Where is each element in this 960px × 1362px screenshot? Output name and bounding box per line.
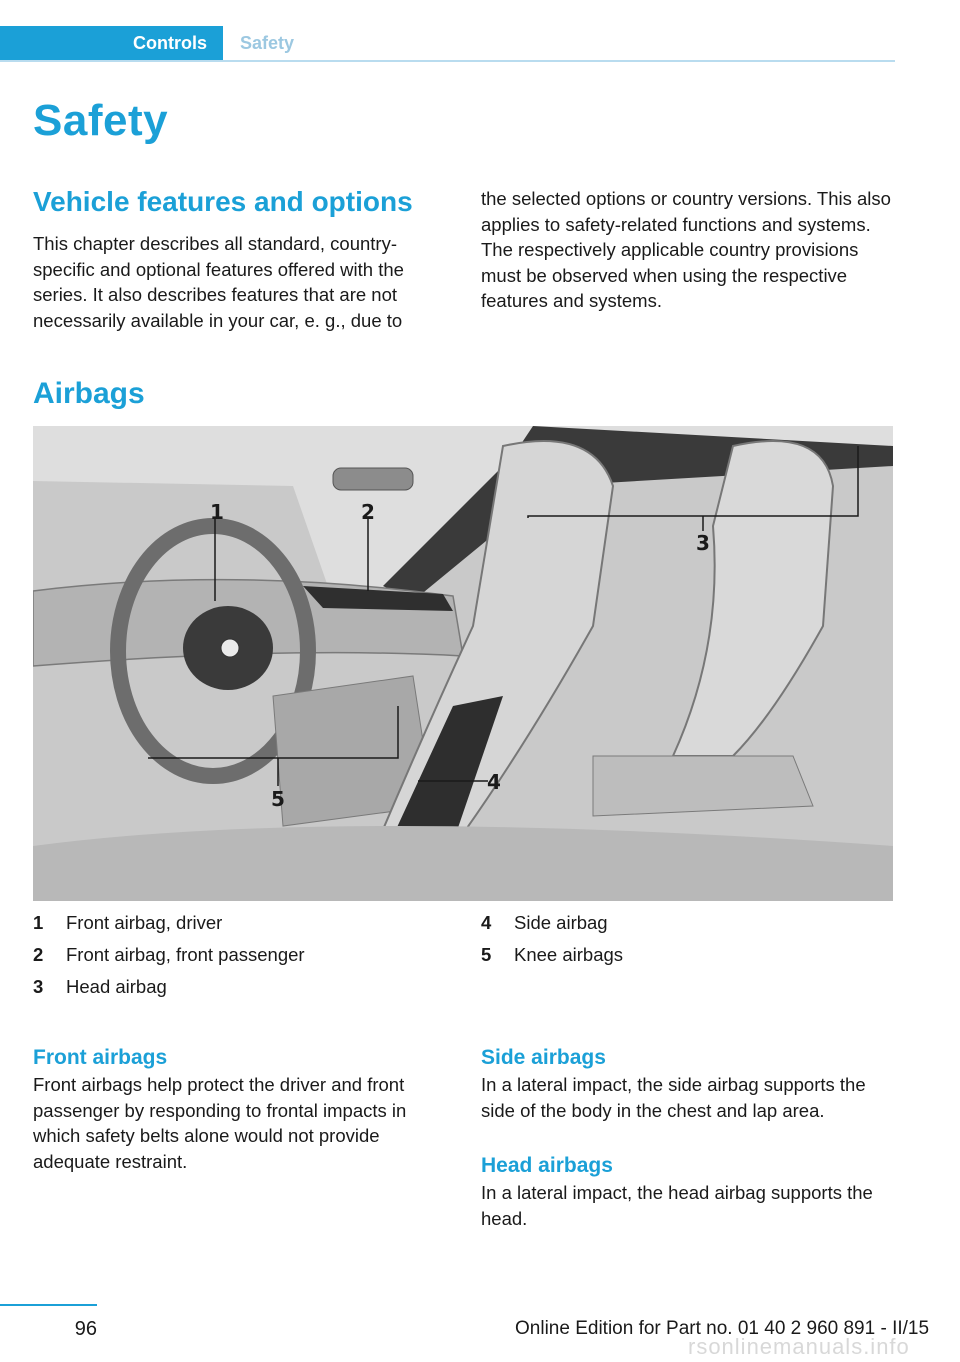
legend-item [33, 912, 443, 944]
front-airbags-title: Front airbags [33, 1046, 168, 1069]
callout-2: 2 [361, 500, 375, 524]
callout-1: 1 [210, 500, 224, 524]
legend-label: Knee airbags [514, 944, 624, 965]
page-number: 96 [74, 1318, 97, 1340]
legend-number: 3 [33, 976, 44, 997]
callout-5: 5 [271, 787, 285, 811]
watermark: rsonlinemanuals.info [688, 1334, 910, 1359]
head-airbags-title: Head airbags [481, 1154, 613, 1177]
legend-item [481, 944, 893, 976]
edition-note: Online Edition for Part no. 01 40 2 960 891 - II/15 [515, 1318, 930, 1339]
section-title-airbags: Airbags [33, 377, 145, 410]
rearview-mirror [333, 468, 413, 490]
tab-controls[interactable]: Controls [0, 26, 223, 60]
tab-safety[interactable]: Safety [240, 32, 295, 53]
legend-label: Front airbag, driver [66, 912, 223, 933]
legend-item [481, 912, 893, 944]
legend-item [33, 976, 443, 1008]
callout-4: 4 [487, 770, 501, 794]
figure-legend-right [481, 912, 893, 976]
head-airbags-text: In a lateral impact, the head airbag supports the head. [481, 1182, 873, 1229]
intro-paragraph-left: This chapter describes all standard, country-specific and optional features offered with the series. It also describes features that are not necessarily available in your car, e. g., due to [33, 233, 404, 331]
legend-number: 4 [481, 912, 492, 933]
legend-number: 2 [33, 944, 44, 965]
front-airbags-text: Front airbags help protect the driver and front passenger by responding to frontal impacts in which safety belts alone would not provide adequate restraint. [33, 1074, 407, 1172]
logo-badge [221, 639, 239, 657]
legend-number: 1 [33, 912, 44, 933]
armrest [593, 756, 813, 816]
legend-number: 5 [481, 944, 492, 965]
figure-legend-left [33, 912, 443, 1008]
intro-paragraph-right: the selected options or country versions. This also applies to safety-related functions and systems. The respectively applicable country provisions must be observed when using the respective features and systems. [481, 188, 891, 311]
chapter-tabbar [0, 26, 895, 62]
callout-3: 3 [696, 531, 710, 555]
head-airbags-section [481, 1154, 893, 1231]
page-title: Safety [33, 96, 169, 145]
airbag-locations-figure [33, 426, 893, 901]
legend-item [33, 944, 443, 976]
side-airbags-text: In a lateral impact, the side airbag supports the side of the body in the chest and lap area. [481, 1074, 866, 1121]
legend-label: Side airbag [514, 912, 608, 933]
legend-label: Head airbag [66, 976, 167, 997]
side-airbags-section [481, 1046, 893, 1123]
section-title-vehicle-features: Vehicle features and options [33, 186, 413, 217]
side-airbags-title: Side airbags [481, 1046, 606, 1069]
header-rule [0, 60, 895, 62]
footer-rule [0, 1304, 97, 1306]
front-airbags-section [33, 1046, 443, 1174]
legend-label: Front airbag, front passenger [66, 944, 305, 965]
